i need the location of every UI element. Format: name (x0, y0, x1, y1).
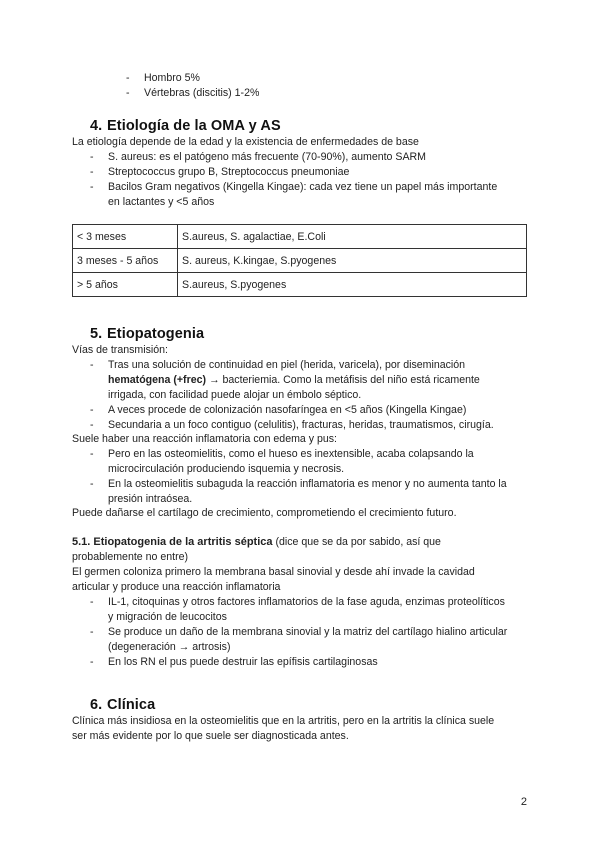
list-item: - Vértebras (discitis) 1-2% (126, 87, 260, 99)
list-item: - Bacilos Gram negativos (Kingella Kingae): cada vez tiene un papel más importante (90, 181, 498, 193)
section-5-1-title: 5.1. Etiopatogenia de la artritis séptica (72, 536, 273, 548)
table-cell-pathogens: S.aureus, S.pyogenes (178, 273, 527, 297)
table-cell-age: > 5 años (73, 273, 178, 297)
section-6-para-line1: Clínica más insidiosa en la osteomielitis que en la artritis, pero en la artritis la clínica suele (72, 715, 495, 727)
section-4-list (90, 150, 528, 210)
list-item: - Pero en las osteomielitis, como el hueso es inextensible, acaba colapsando la (90, 448, 474, 460)
list-item: - Secundaria a un foco contiguo (celulitis), fracturas, heridas, traumatismos, cirugía. (90, 419, 494, 431)
etiology-table (72, 224, 527, 297)
section-5-1-heading: 5.1. Etiopatogenia de la artritis séptica (dice que se da por sabido, así que (72, 536, 441, 548)
section-5-1-list (90, 595, 538, 670)
list-item: - En la osteomielitis subaguda la reacción inflamatoria es menor y no aumenta tanto la (90, 478, 507, 490)
page-number: 2 (520, 796, 527, 808)
section-5-heading: 5. Etiopatogenia (90, 326, 205, 342)
list-item: - Tras una solución de continuidad en piel (herida, varicela), por diseminación (90, 359, 466, 371)
list-item: - Hombro 5% (126, 72, 200, 84)
transmission-label: Vías de transmisión: (72, 344, 168, 356)
section-4-intro: La etiología depende de la edad y la existencia de enfermedades de base (72, 136, 419, 148)
section-5-1-para-line1: El germen coloniza primero la membrana basal sinovial y desde ahí invade la cavidad (72, 566, 475, 578)
list-item-continued: hematógena (+frec) → bacteriemia. Como la metáfisis del niño está ricamente (108, 374, 480, 386)
list-item: - IL-1, citoquinas y otros factores inflamatorios de la fase aguda, enzimas proteolíticos (90, 596, 505, 608)
table-row (73, 273, 527, 297)
list-item-continued: en lactantes y <5 años (108, 196, 215, 208)
section-6-heading: 6. Clínica (90, 697, 156, 713)
list-item-continued: irrigada, con facilidad puede alojar un émbolo séptico. (108, 389, 362, 401)
list-item-continued: (degeneración → artrosis) (108, 641, 231, 653)
list-item: - En los RN el pus puede destruir las epífisis cartilaginosas (90, 656, 378, 668)
table-cell-pathogens: S. aureus, K.kingae, S.pyogenes (178, 249, 527, 273)
bold-term: hematógena (+frec) (108, 374, 207, 386)
list-item: - Streptococcus grupo B, Streptococcus pneumoniae (90, 166, 350, 178)
table-cell-age: < 3 meses (73, 225, 178, 249)
list-item-continued: y migración de leucocitos (108, 611, 227, 623)
table-cell-age: 3 meses - 5 años (73, 249, 178, 273)
top-list (126, 71, 260, 101)
section-5-1-para-line2: articular y produce una reacción inflamatoria (72, 581, 281, 593)
table-row (73, 225, 527, 249)
list-item: - S. aureus: es el patógeno más frecuente (70-90%), aumento SARM (90, 151, 426, 163)
list-item: - A veces procede de colonización nasofaríngea en <5 años (Kingella Kingae) (90, 404, 467, 416)
growth-cartilage-text: Puede dañarse el cartílago de crecimiento, comprometiendo el crecimiento futuro. (72, 507, 457, 519)
inflammation-text: Suele haber una reacción inflamatoria con edema y pus: (72, 433, 338, 445)
list-item: - Se produce un daño de la membrana sinovial y la matriz del cartílago hialino articular (90, 626, 508, 638)
list-item-continued: presión intraósea. (108, 493, 193, 505)
section-4-heading: 4. Etiología de la OMA y AS (90, 118, 281, 134)
section-6-para-line2: ser más evidente por lo que suele ser diagnosticada antes. (72, 730, 349, 742)
list-item-continued: microcirculación produciendo isquemia y necrosis. (108, 463, 345, 475)
section-5-1-subtitle: probablemente no entre) (72, 551, 189, 563)
table-row (73, 249, 527, 273)
table-cell-pathogens: S.aureus, S. agalactiae, E.Coli (178, 225, 527, 249)
inflammation-list (90, 447, 538, 507)
transmission-list (90, 358, 538, 433)
